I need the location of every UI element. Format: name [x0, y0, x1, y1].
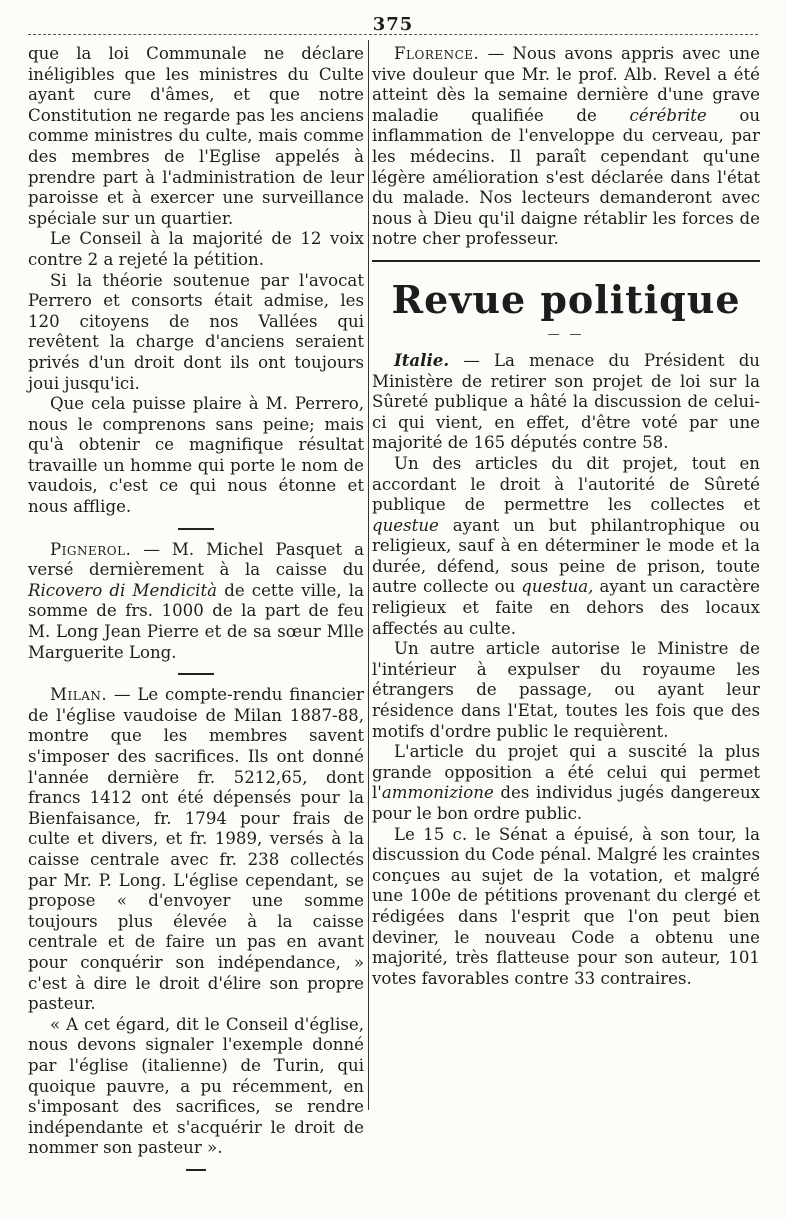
paragraph-ammonizione: [372, 742, 760, 824]
p2-text-2: ayant un but philantrophique ou religieux, sauf à en déterminer le mode et la durée, défend, sous peine de prison, toute autre collecte ou: [372, 515, 760, 597]
paragraph-expulsion: Un autre article autorise le Ministre de l'intérieur à expulser du royaume les étrangers de passage, ou ayant leur résidence dans l'Etat, toutes les fois que des motifs d'ordre public le requièrent.: [372, 639, 760, 741]
pignerol-text-2: de cette ville, la somme de frs. 1000 de la part de feu M. Long Jean Pierre et de sa sœur Mlle Marguerite Long.: [28, 580, 364, 662]
paragraph-loi-communale: que la loi Communale ne déclare inéligibles que les ministres du Culte ayant cure d'âmes, et que notre Constitution ne regarde pas les anciens comme ministres du culte, mais comme des membres de l'Eglise appelés à prendre part à l'administration de leur paroisse et à exercer une surveillance spéciale sur un quartier.: [28, 44, 364, 228]
paragraph-theorie: Si la théorie soutenue par l'avocat Perrero et consorts était admise, les 120 citoyens de nos Vallées qui revêtent la charge d'anciens seraient privés d'un droit dont ils ont toujours joui jusqu'ici.: [28, 270, 364, 393]
p2-italic-2: questua,: [521, 577, 594, 597]
right-column: [372, 44, 760, 989]
p2-text-1: Un des articles du dit projet, tout en accordant le droit à l'autorité de Sûreté publique de permettre les collectes et: [372, 453, 760, 515]
p2-italic-1: questue: [372, 515, 439, 535]
heading-milan: Milan.: [50, 685, 108, 705]
pignerol-italic: Ricovero di Mendicità: [28, 580, 218, 600]
italie-text: — La menace du Président du Ministère de retirer son projet de loi sur la Sûreté publique a hâté la discussion de celui-ci qui vient, en effet, d'être voté par une majorité de 165 députés contre 58.: [372, 350, 760, 453]
paragraph-senat: Le 15 c. le Sénat a épuisé, à son tour, la discussion du Code pénal. Malgré les craintes conçues au sujet de la votation, et malgré une 100e de pétitions provenant du clergé et rédigées dans l'esprit que l'on peut bien deviner, le nouveau Code a obtenu une majorité, très flatteuse pour son auteur, 101 votes favorables contre 33 contraires.: [372, 824, 760, 988]
heading-florence: Florence.: [394, 44, 480, 63]
separator: [178, 528, 214, 530]
p2-text-3: ayant un caractère religieux et faite en dehors des locaux affectés au culte.: [372, 577, 760, 638]
p4-text-1: L'article du projet qui a suscité la plus grande opposition a été celui qui permet l': [372, 742, 760, 803]
florence-text-2: ou inflammation de l'enveloppe du cerveau, par les médecins. Il paraît cependant qu'une légère amélioration s'est déclarée dans l'état du malade. Nos lecteurs demanderont avec nous à Dieu qu'il daigne rétablir les forces de notre cher professeur.: [372, 105, 761, 249]
section-rule: [372, 260, 760, 262]
heading-italie: Italie.: [394, 349, 450, 370]
paragraph-conseil-vote: Le Conseil à la majorité de 12 voix contre 2 a rejeté la pétition.: [28, 229, 364, 269]
p4-text-2: des individus jugés dangereux pour le bon ordre public.: [372, 783, 760, 823]
separator: [178, 673, 214, 675]
p4-italic: ammonizione: [381, 783, 494, 803]
article-pignerol: [28, 540, 364, 664]
header-rule: [28, 34, 758, 35]
article-florence: [372, 44, 760, 250]
column-divider: [368, 40, 369, 1110]
paragraph-articles-projet: [372, 454, 760, 639]
page-number: 375: [372, 14, 414, 35]
left-column: [28, 44, 364, 1181]
title-underline: — —: [547, 326, 585, 341]
section-title: Revue politique: [391, 276, 741, 322]
article-milan: [28, 685, 364, 1015]
milan-quote: « A cet égard, dit le Conseil d'église, nous devons signaler l'exemple donné par l'église (italienne) de Turin, qui quoique pauvre, a pu récemment, en s'imposant des sacrifices, se rendre indépendante et s'acquérir le droit de nommer son pasteur ».: [28, 1014, 364, 1158]
florence-text-1: — Nous avons appris avec une vive douleur que Mr. le prof. Alb. Revel a été atteint dès la semaine dernière d'une grave maladie qualifiée de: [372, 44, 760, 125]
separator: [186, 1169, 206, 1171]
pignerol-text-1: — M. Michel Pasquet a versé dernièrement à la caisse du: [28, 539, 364, 580]
heading-pignerol: Pignerol.: [50, 539, 132, 559]
article-italie: [372, 350, 760, 454]
paragraph-perrero: Que cela puisse plaire à M. Perrero, nous le comprenons sans peine; mais qu'à obtenir ce magnifique résultat travaille un homme qui porte le nom de vaudois, c'est ce qui nous étonne et nous afflige.: [28, 394, 364, 517]
milan-text: — Le compte-rendu financier de l'église vaudoise de Milan 1887-88, montre que les membres savent s'imposer des sacrifices. Ils ont donné l'année dernière fr. 5212,65, dont francs 1412 ont été dépensés pour la Bienfaisance, fr. 1794 pour frais de culte et divers, et fr. 1989, versés à la caisse centrale avec fr. 238 collectés par Mr. P. Long. L'église cependant, se propose « d'envoyer une somme toujours plus élevée à la caisse centrale et de faire un pas en avant pour conquérir son indépendance, » c'est à dire le droit d'élire son propre pasteur.: [28, 685, 364, 1014]
florence-italic: cérébrite: [629, 105, 707, 125]
